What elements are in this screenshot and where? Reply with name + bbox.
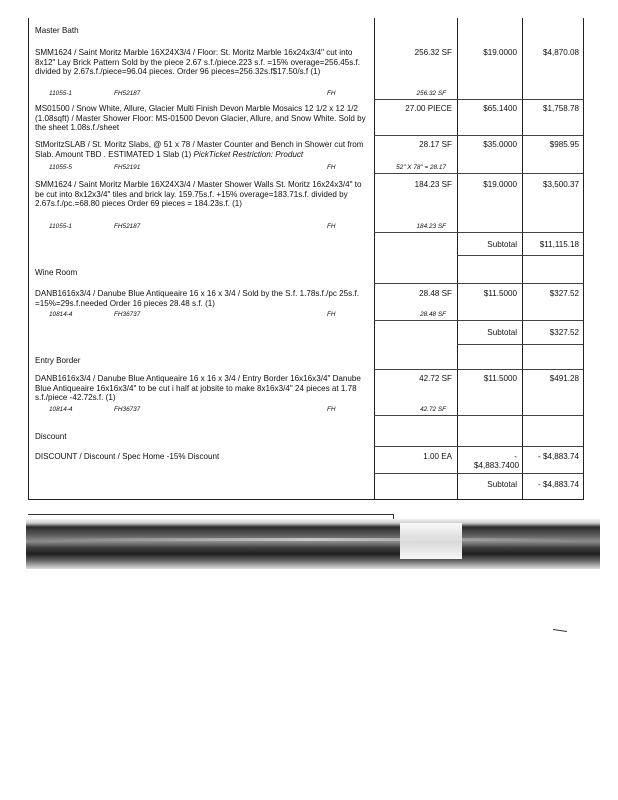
row-divider — [374, 173, 583, 174]
section-heading-entry-border: Entry Border — [35, 356, 81, 365]
line-item-description: DISCOUNT / Discount / Spec Home -15% Discount — [35, 452, 220, 461]
line-item-code: FH — [327, 223, 336, 230]
line-item-quantity: 256.32 SF — [414, 48, 452, 57]
line-item-quantity: 28.17 SF — [419, 140, 452, 149]
scan-artifact-highlight — [400, 523, 462, 559]
line-item-amount: $985.95 — [549, 140, 579, 149]
line-item-amount: $4,870.08 — [542, 48, 579, 57]
line-item-code: FH — [327, 164, 336, 171]
line-item-amount: $491.28 — [549, 374, 579, 383]
line-item-code: 10814-4 — [49, 406, 73, 413]
line-item-code: FH52187 — [114, 90, 141, 97]
line-item-amount: $1,758.78 — [542, 104, 579, 113]
subtotal-label: Subtotal — [487, 328, 517, 337]
line-item-quantity: 28.48 SF — [419, 289, 452, 298]
line-item-quantity: 184.23 SF — [414, 180, 452, 189]
line-item-code: FH — [327, 406, 336, 413]
line-item-quantity: 1.00 EA — [423, 452, 452, 461]
scan-artifact-band — [26, 519, 600, 569]
line-item-code-qty: 42.72 SF — [420, 406, 446, 413]
line-item-description: SMM1624 / Saint Moritz Marble 16X24X3/4 / Floor: St. Moritz Marble 16x24x3/4" cut into 8x12" Lay Brick Pattern Sold by the piece 2.67 s.f./piece.223 s.f. =15% overage=256.45s.f. divided by 2.67s.f./piece=96.04 pieces. Order 96 pieces=256.32s.f$17.50/s.f (1) — [35, 48, 361, 77]
line-item-code: FH — [327, 90, 336, 97]
row-divider — [374, 415, 583, 416]
line-item-unit-price: $35.0000 — [483, 140, 517, 149]
pick-ticket-restriction: PickTicket Restriction: Product — [193, 149, 304, 159]
row-divider — [374, 283, 583, 284]
line-item-unit-price: $19.0000 — [483, 180, 517, 189]
line-item-quantity: 27.00 PIECE — [405, 104, 452, 113]
row-divider — [374, 320, 583, 321]
line-item-unit-price: $65.1400 — [483, 104, 517, 113]
line-item-unit-price: $19.0000 — [483, 48, 517, 57]
line-item-description: DANB1616x3/4 / Danube Blue Antiqueaire 16 x 16 x 3/4 / Entry Border 16x16x3/4" Danube Blue Antiqueaire 16x16x3/4" to be cut i half at jobsite to make 8x16x3/4" 24 pieces at 1.78 s.f./piece -42.72s.f. (1) — [35, 374, 361, 403]
line-item-unit-price: $4,883.7400 — [473, 461, 519, 470]
row-divider — [374, 369, 583, 370]
subtotal-label: Subtotal — [487, 480, 517, 489]
line-item-code-qty: 184.23 SF — [416, 223, 446, 230]
row-divider — [374, 232, 583, 233]
section-heading-discount: Discount — [35, 432, 67, 441]
stray-mark — [553, 629, 567, 632]
line-item-quantity: 42.72 SF — [419, 374, 452, 383]
line-item-code-qty: 256.32 SF — [416, 90, 446, 97]
subtotal-discount: - $4,883.74 — [538, 480, 579, 489]
column-divider — [522, 18, 523, 499]
line-item-code: 10814-4 — [49, 311, 73, 318]
line-item-unit-price: $11.5000 — [483, 374, 517, 383]
line-item-code: FH36737 — [114, 406, 141, 413]
line-item-code: 11055-1 — [49, 90, 72, 97]
row-divider — [374, 135, 583, 136]
row-divider — [374, 446, 583, 447]
line-item-unit-price: $11.5000 — [483, 289, 517, 298]
line-item-amount: - $4,883.74 — [538, 452, 579, 461]
row-divider — [457, 255, 583, 256]
line-item-amount: $3,500.37 — [542, 180, 579, 189]
scan-artifact-streak — [40, 538, 580, 541]
row-divider — [374, 473, 583, 474]
row-divider — [374, 99, 583, 100]
column-divider — [457, 18, 458, 499]
line-item-code: FH36737 — [114, 311, 141, 318]
line-item-code: 11055-1 — [49, 223, 72, 230]
line-item-description: SMM1624 / Saint Moritz Marble 16X24X3/4 / Master Shower Walls St. Moritz 16x24x3/4" to be cut into 8x12x3/4" tiles and brick lay. 159.75s.f. +15% overage=183.71s.f. divided by 2.67s.f./pc.=68.80 pieces Order 69 pieces = 184.23s.f. (1) — [35, 180, 362, 209]
subtotal-label: Subtotal — [487, 240, 517, 249]
line-item-code-qty: 52" X 78" = 28.17 — [396, 164, 446, 171]
subtotal-wine-room: $327.52 — [549, 328, 579, 337]
line-item-code-qty: 28.48 SF — [420, 311, 446, 318]
section-heading-wine-room: Wine Room — [35, 268, 78, 277]
invoice-sheet — [28, 18, 584, 500]
line-item-description: MS01500 / Snow White, Allure, Glacier Multi Finish Devon Marble Mosaics 12 1/2 x 12 1/2 (1.08sqft) / Master Shower Floor: MS-01500 Devon Glacier, Allure, and Snow White. Sold by the sheet 1.08s.f./sheet — [35, 104, 366, 133]
line-item-description: DANB1616x3/4 / Danube Blue Antiqueaire 16 x 16 x 3/4 / Sold by the S.f. 1.78s.f./pc 25s.f. =15%=29s.f.needed Order 16 pieces 28.48 s.f. (1) — [35, 289, 359, 308]
line-item-amount: $327.52 — [549, 289, 579, 298]
line-item-code: FH — [327, 311, 336, 318]
row-divider — [457, 344, 583, 345]
line-item-code: FH52187 — [114, 223, 141, 230]
line-item-code: FH52191 — [114, 164, 141, 171]
line-item-description: StMoritzSLAB / St. Moritz Slabs, @ 51 x 78 / Master Counter and Bench in Shower cut from Slab. Amount TBD . ESTIMATED 1 Slab (1) PickTicket Restriction: Product — [35, 140, 364, 159]
line-item-price-dash: - — [514, 452, 517, 461]
subtotal-master-bath: $11,115.18 — [539, 240, 579, 249]
line-item-code: 11055-5 — [49, 164, 72, 171]
section-heading-master-bath: Master Bath — [35, 26, 79, 35]
